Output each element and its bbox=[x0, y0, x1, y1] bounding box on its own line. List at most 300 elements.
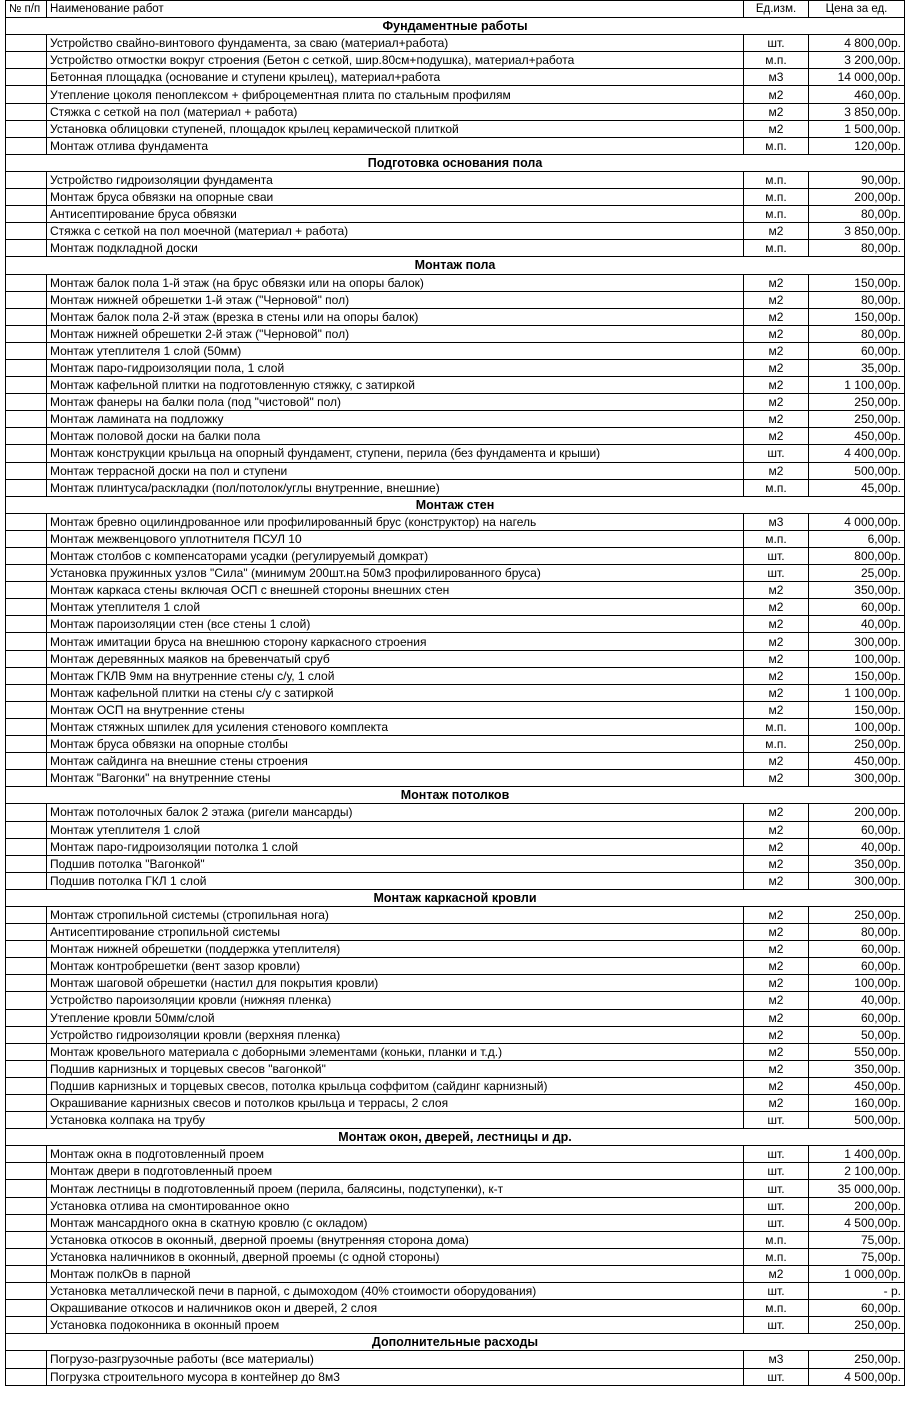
row-number bbox=[6, 35, 47, 52]
work-name: Окрашивание откосов и наличников окон и дверей, 2 слоя bbox=[47, 1300, 744, 1317]
price-cell: 60,00р. bbox=[809, 599, 905, 616]
row-number bbox=[6, 1026, 47, 1043]
price-cell: 800,00р. bbox=[809, 548, 905, 565]
work-name: Устройство отмостки вокруг строения (Бетон с сеткой, шир.80см+подушка), материал+работа bbox=[47, 52, 744, 69]
work-name: Установка откосов в оконный, дверной проемы (внутренняя сторона дома) bbox=[47, 1231, 744, 1248]
row-number bbox=[6, 428, 47, 445]
table-row bbox=[6, 667, 905, 684]
row-number bbox=[6, 1146, 47, 1163]
price-cell: 6,00р. bbox=[809, 530, 905, 547]
table-row bbox=[6, 821, 905, 838]
price-cell: 250,00р. bbox=[809, 1317, 905, 1334]
price-cell: 1 100,00р. bbox=[809, 684, 905, 701]
unit-cell: шт. bbox=[744, 1317, 809, 1334]
work-name: Монтаж паро-гидроизоляции потолка 1 слой bbox=[47, 838, 744, 855]
header-price: Цена за ед. bbox=[809, 1, 905, 18]
work-name: Монтаж балок пола 1-й этаж (на брус обвязки или на опоры балок) bbox=[47, 274, 744, 291]
price-cell: 40,00р. bbox=[809, 992, 905, 1009]
price-table bbox=[5, 0, 905, 1386]
row-number bbox=[6, 1265, 47, 1282]
table-row bbox=[6, 1026, 905, 1043]
work-name: Монтаж сайдинга на внешние стены строения bbox=[47, 753, 744, 770]
price-cell: 80,00р. bbox=[809, 206, 905, 223]
table-row bbox=[6, 445, 905, 462]
table-row bbox=[6, 377, 905, 394]
price-cell: 4 500,00р. bbox=[809, 1368, 905, 1385]
price-cell: 35,00р. bbox=[809, 359, 905, 376]
work-name: Монтаж имитации бруса на внешнюю сторону каркасного строения bbox=[47, 633, 744, 650]
unit-cell: шт. bbox=[744, 1368, 809, 1385]
table-row bbox=[6, 35, 905, 52]
unit-cell: шт. bbox=[744, 1197, 809, 1214]
table-row bbox=[6, 240, 905, 257]
work-name: Монтаж стропильной системы (стропильная нога) bbox=[47, 906, 744, 923]
table-row bbox=[6, 650, 905, 667]
unit-cell: м2 bbox=[744, 120, 809, 137]
table-row bbox=[6, 718, 905, 735]
price-cell: 4 500,00р. bbox=[809, 1214, 905, 1231]
row-number bbox=[6, 1231, 47, 1248]
price-cell: 50,00р. bbox=[809, 1026, 905, 1043]
unit-cell: шт. bbox=[744, 1214, 809, 1231]
section-title: Фундаментные работы bbox=[6, 18, 905, 35]
table-row bbox=[6, 171, 905, 188]
row-number bbox=[6, 513, 47, 530]
work-name: Монтаж лестницы в подготовленный проем (перила, балясины, подступенки), к-т bbox=[47, 1180, 744, 1197]
unit-cell: шт. bbox=[744, 1283, 809, 1300]
price-cell: 550,00р. bbox=[809, 1043, 905, 1060]
table-row bbox=[6, 770, 905, 787]
unit-cell: м2 bbox=[744, 770, 809, 787]
work-name: Монтаж плинтуса/раскладки (пол/потолок/углы внутренние, внешние) bbox=[47, 479, 744, 496]
row-number bbox=[6, 924, 47, 941]
row-number bbox=[6, 1060, 47, 1077]
table-row bbox=[6, 736, 905, 753]
row-number bbox=[6, 69, 47, 86]
table-row bbox=[6, 1146, 905, 1163]
row-number bbox=[6, 684, 47, 701]
price-cell: 60,00р. bbox=[809, 1300, 905, 1317]
unit-cell: м2 bbox=[744, 804, 809, 821]
section-header bbox=[6, 1334, 905, 1351]
row-number bbox=[6, 1112, 47, 1129]
row-number bbox=[6, 872, 47, 889]
row-number bbox=[6, 394, 47, 411]
unit-cell: м.п. bbox=[744, 171, 809, 188]
work-name: Монтаж паро-гидроизоляции пола, 1 слой bbox=[47, 359, 744, 376]
row-number bbox=[6, 701, 47, 718]
unit-cell: шт. bbox=[744, 445, 809, 462]
row-number bbox=[6, 941, 47, 958]
row-number bbox=[6, 548, 47, 565]
price-cell: 300,00р. bbox=[809, 872, 905, 889]
row-number bbox=[6, 667, 47, 684]
unit-cell: м.п. bbox=[744, 1248, 809, 1265]
table-row bbox=[6, 958, 905, 975]
row-number bbox=[6, 855, 47, 872]
work-name: Монтаж подкладной доски bbox=[47, 240, 744, 257]
row-number bbox=[6, 804, 47, 821]
unit-cell: м2 bbox=[744, 667, 809, 684]
work-name: Монтаж шаговой обрешетки (настил для покрытия кровли) bbox=[47, 975, 744, 992]
unit-cell: м2 bbox=[744, 274, 809, 291]
price-cell: 150,00р. bbox=[809, 701, 905, 718]
row-number bbox=[6, 274, 47, 291]
work-name: Установка облицовки ступеней, площадок крылец керамической плиткой bbox=[47, 120, 744, 137]
work-name: Монтаж контробрешетки (вент зазор кровли) bbox=[47, 958, 744, 975]
price-cell: 500,00р. bbox=[809, 1112, 905, 1129]
price-cell: 450,00р. bbox=[809, 428, 905, 445]
price-cell: 4 400,00р. bbox=[809, 445, 905, 462]
unit-cell: м2 bbox=[744, 359, 809, 376]
work-name: Монтаж утеплителя 1 слой (50мм) bbox=[47, 342, 744, 359]
work-name: Стяжка с сеткой на пол (материал + работа) bbox=[47, 103, 744, 120]
unit-cell: шт. bbox=[744, 1180, 809, 1197]
row-number bbox=[6, 582, 47, 599]
row-number bbox=[6, 223, 47, 240]
work-name: Антисептирование стропильной системы bbox=[47, 924, 744, 941]
row-number bbox=[6, 377, 47, 394]
work-name: Монтаж утеплителя 1 слой bbox=[47, 599, 744, 616]
price-cell: 460,00р. bbox=[809, 86, 905, 103]
work-name: Окрашивание карнизных свесов и потолков крыльца и террасы, 2 слоя bbox=[47, 1095, 744, 1112]
work-name: Монтаж нижней обрешетки 1-й этаж ("Черновой" пол) bbox=[47, 291, 744, 308]
unit-cell: м2 bbox=[744, 86, 809, 103]
work-name: Монтаж стяжных шпилек для усиления стенового комплекта bbox=[47, 718, 744, 735]
work-name: Монтаж кафельной плитки на подготовленную стяжку, с затиркой bbox=[47, 377, 744, 394]
row-number bbox=[6, 171, 47, 188]
row-number bbox=[6, 565, 47, 582]
work-name: Устройство свайно-винтового фундамента, за сваю (материал+работа) bbox=[47, 35, 744, 52]
work-name: Подшив карнизных и торцевых свесов "вагонкой" bbox=[47, 1060, 744, 1077]
unit-cell: м2 bbox=[744, 394, 809, 411]
unit-cell: м2 bbox=[744, 855, 809, 872]
unit-cell: м2 bbox=[744, 291, 809, 308]
price-cell: 200,00р. bbox=[809, 189, 905, 206]
unit-cell: шт. bbox=[744, 1163, 809, 1180]
row-number bbox=[6, 599, 47, 616]
table-row bbox=[6, 616, 905, 633]
table-row bbox=[6, 479, 905, 496]
section-title: Монтаж каркасной кровли bbox=[6, 889, 905, 906]
price-cell: 100,00р. bbox=[809, 975, 905, 992]
work-name: Устройство гидроизоляции кровли (верхняя пленка) bbox=[47, 1026, 744, 1043]
price-cell: 4 000,00р. bbox=[809, 513, 905, 530]
price-cell: 3 850,00р. bbox=[809, 223, 905, 240]
work-name: Монтаж балок пола 2-й этаж (врезка в стены или на опоры балок) bbox=[47, 308, 744, 325]
work-name: Монтаж нижней обрешетки 2-й этаж ("Черновой" пол) bbox=[47, 325, 744, 342]
work-name: Бетонная площадка (основание и ступени крылец), материал+работа bbox=[47, 69, 744, 86]
table-row bbox=[6, 975, 905, 992]
price-cell: 300,00р. bbox=[809, 770, 905, 787]
section-title: Монтаж пола bbox=[6, 257, 905, 274]
work-name: Монтаж полкОв в парной bbox=[47, 1265, 744, 1282]
unit-cell: м2 bbox=[744, 377, 809, 394]
price-cell: 3 200,00р. bbox=[809, 52, 905, 69]
work-name: Монтаж ОСП на внутренние стены bbox=[47, 701, 744, 718]
section-title: Монтаж стен bbox=[6, 496, 905, 513]
table-row bbox=[6, 1231, 905, 1248]
price-cell: 350,00р. bbox=[809, 855, 905, 872]
unit-cell: м2 bbox=[744, 1026, 809, 1043]
row-number bbox=[6, 445, 47, 462]
unit-cell: м.п. bbox=[744, 52, 809, 69]
price-cell: 40,00р. bbox=[809, 616, 905, 633]
price-cell: 200,00р. bbox=[809, 1197, 905, 1214]
table-row bbox=[6, 633, 905, 650]
unit-cell: м2 bbox=[744, 701, 809, 718]
price-cell: 4 800,00р. bbox=[809, 35, 905, 52]
price-cell: 80,00р. bbox=[809, 291, 905, 308]
unit-cell: м2 bbox=[744, 103, 809, 120]
section-title: Дополнительные расходы bbox=[6, 1334, 905, 1351]
price-cell: 60,00р. bbox=[809, 342, 905, 359]
table-row bbox=[6, 103, 905, 120]
row-number bbox=[6, 838, 47, 855]
table-row bbox=[6, 924, 905, 941]
price-cell: 250,00р. bbox=[809, 411, 905, 428]
work-name: Установка пружинных узлов "Сила" (минимум 200шт.на 50м3 профилированного бруса) bbox=[47, 565, 744, 582]
table-row bbox=[6, 1351, 905, 1368]
table-row bbox=[6, 1077, 905, 1094]
row-number bbox=[6, 958, 47, 975]
row-number bbox=[6, 479, 47, 496]
table-row bbox=[6, 394, 905, 411]
work-name: Монтаж ГКЛВ 9мм на внутренние стены с/у, 1 слой bbox=[47, 667, 744, 684]
table-row bbox=[6, 565, 905, 582]
row-number bbox=[6, 753, 47, 770]
table-row bbox=[6, 308, 905, 325]
work-name: Монтаж фанеры на балки пола (под "чистовой" пол) bbox=[47, 394, 744, 411]
table-row bbox=[6, 855, 905, 872]
work-name: Утепление цоколя пеноплексом + фиброцементная плита по стальным профилям bbox=[47, 86, 744, 103]
section-header bbox=[6, 1129, 905, 1146]
unit-cell: м.п. bbox=[744, 1231, 809, 1248]
table-row bbox=[6, 941, 905, 958]
work-name: Монтаж потолочных балок 2 этажа (ригели мансарды) bbox=[47, 804, 744, 821]
unit-cell: м2 bbox=[744, 462, 809, 479]
row-number bbox=[6, 1283, 47, 1300]
row-number bbox=[6, 821, 47, 838]
table-row bbox=[6, 206, 905, 223]
work-name: Монтаж каркаса стены включая ОСП с внешней стороны внешних стен bbox=[47, 582, 744, 599]
price-cell: 75,00р. bbox=[809, 1248, 905, 1265]
table-row bbox=[6, 838, 905, 855]
unit-cell: м3 bbox=[744, 513, 809, 530]
work-name: Монтаж кровельного материала с доборными элементами (коньки, планки и т.д.) bbox=[47, 1043, 744, 1060]
table-row bbox=[6, 223, 905, 240]
work-name: Погрузка строительного мусора в контейнер до 8м3 bbox=[47, 1368, 744, 1385]
unit-cell: шт. bbox=[744, 548, 809, 565]
unit-cell: м.п. bbox=[744, 240, 809, 257]
row-number bbox=[6, 1197, 47, 1214]
table-row bbox=[6, 1283, 905, 1300]
unit-cell: шт. bbox=[744, 1112, 809, 1129]
price-cell: 80,00р. bbox=[809, 240, 905, 257]
row-number bbox=[6, 120, 47, 137]
work-name: Устройство гидроизоляции фундамента bbox=[47, 171, 744, 188]
table-row bbox=[6, 684, 905, 701]
price-cell: 14 000,00р. bbox=[809, 69, 905, 86]
work-name: Монтаж террасной доски на пол и ступени bbox=[47, 462, 744, 479]
section-header bbox=[6, 787, 905, 804]
price-cell: 350,00р. bbox=[809, 582, 905, 599]
table-row bbox=[6, 86, 905, 103]
work-name: Монтаж ламината на подложку bbox=[47, 411, 744, 428]
price-cell: 200,00р. bbox=[809, 804, 905, 821]
unit-cell: м2 bbox=[744, 342, 809, 359]
table-row bbox=[6, 1112, 905, 1129]
table-row bbox=[6, 1180, 905, 1197]
unit-cell: м2 bbox=[744, 958, 809, 975]
unit-cell: м2 bbox=[744, 223, 809, 240]
row-number bbox=[6, 1214, 47, 1231]
section-title: Подготовка основания пола bbox=[6, 154, 905, 171]
table-row bbox=[6, 548, 905, 565]
price-cell: 80,00р. bbox=[809, 924, 905, 941]
price-cell: 3 850,00р. bbox=[809, 103, 905, 120]
work-name: Установка подоконника в оконный проем bbox=[47, 1317, 744, 1334]
work-name: Монтаж половой доски на балки пола bbox=[47, 428, 744, 445]
price-cell: 120,00р. bbox=[809, 137, 905, 154]
price-cell: 1 100,00р. bbox=[809, 377, 905, 394]
unit-cell: м2 bbox=[744, 1009, 809, 1026]
price-cell: 80,00р. bbox=[809, 325, 905, 342]
table-row bbox=[6, 342, 905, 359]
row-number bbox=[6, 1077, 47, 1094]
unit-cell: м2 bbox=[744, 872, 809, 889]
work-name: Установка колпака на трубу bbox=[47, 1112, 744, 1129]
price-cell: 100,00р. bbox=[809, 650, 905, 667]
work-name: Установка наличников в оконный, дверной проемы (с одной стороны) bbox=[47, 1248, 744, 1265]
header-unit: Ед.изм. bbox=[744, 1, 809, 18]
section-header bbox=[6, 154, 905, 171]
table-row bbox=[6, 513, 905, 530]
work-name: Монтаж конструкции крыльца на опорный фундамент, ступени, перила (без фундамента и крыши) bbox=[47, 445, 744, 462]
unit-cell: м2 bbox=[744, 975, 809, 992]
work-name: Монтаж межвенцового уплотнителя ПСУЛ 10 bbox=[47, 530, 744, 547]
price-cell: 25,00р. bbox=[809, 565, 905, 582]
row-number bbox=[6, 359, 47, 376]
table-row bbox=[6, 1300, 905, 1317]
unit-cell: м.п. bbox=[744, 189, 809, 206]
row-number bbox=[6, 308, 47, 325]
price-cell: 160,00р. bbox=[809, 1095, 905, 1112]
work-name: Подшив потолка "Вагонкой" bbox=[47, 855, 744, 872]
price-cell: 350,00р. bbox=[809, 1060, 905, 1077]
unit-cell: м2 bbox=[744, 906, 809, 923]
row-number bbox=[6, 1300, 47, 1317]
unit-cell: шт. bbox=[744, 565, 809, 582]
price-cell: 150,00р. bbox=[809, 667, 905, 684]
price-cell: 150,00р. bbox=[809, 308, 905, 325]
table-row bbox=[6, 1043, 905, 1060]
work-name: Погрузо-разгрузочные работы (все материалы) bbox=[47, 1351, 744, 1368]
table-row bbox=[6, 325, 905, 342]
table-row bbox=[6, 906, 905, 923]
unit-cell: м2 bbox=[744, 753, 809, 770]
unit-cell: м2 bbox=[744, 1060, 809, 1077]
row-number bbox=[6, 86, 47, 103]
table-row bbox=[6, 120, 905, 137]
row-number bbox=[6, 1180, 47, 1197]
work-name: Установка металлической печи в парной, с дымоходом (40% стоимости оборудования) bbox=[47, 1283, 744, 1300]
work-name: Монтаж "Вагонки" на внутренние стены bbox=[47, 770, 744, 787]
unit-cell: м2 bbox=[744, 325, 809, 342]
table-row bbox=[6, 599, 905, 616]
work-name: Монтаж нижней обрешетки (поддержка утеплителя) bbox=[47, 941, 744, 958]
work-name: Монтаж столбов с компенсаторами усадки (регулируемый домкрат) bbox=[47, 548, 744, 565]
unit-cell: м.п. bbox=[744, 736, 809, 753]
row-number bbox=[6, 530, 47, 547]
price-cell: 60,00р. bbox=[809, 821, 905, 838]
work-name: Монтаж кафельной плитки на стены с/у с затиркой bbox=[47, 684, 744, 701]
price-cell: 40,00р. bbox=[809, 838, 905, 855]
row-number bbox=[6, 906, 47, 923]
section-header bbox=[6, 889, 905, 906]
price-cell: 60,00р. bbox=[809, 941, 905, 958]
unit-cell: м2 bbox=[744, 1265, 809, 1282]
work-name: Монтаж деревянных маяков на бревенчатый сруб bbox=[47, 650, 744, 667]
table-row bbox=[6, 1317, 905, 1334]
table-row bbox=[6, 1248, 905, 1265]
row-number bbox=[6, 240, 47, 257]
price-cell: 500,00р. bbox=[809, 462, 905, 479]
work-name: Монтаж окна в подготовленный проем bbox=[47, 1146, 744, 1163]
unit-cell: м2 bbox=[744, 684, 809, 701]
table-row bbox=[6, 274, 905, 291]
unit-cell: м2 bbox=[744, 650, 809, 667]
row-number bbox=[6, 1043, 47, 1060]
row-number bbox=[6, 718, 47, 735]
unit-cell: м2 bbox=[744, 582, 809, 599]
price-cell: 450,00р. bbox=[809, 1077, 905, 1094]
price-cell: 100,00р. bbox=[809, 718, 905, 735]
table-row bbox=[6, 1368, 905, 1385]
price-cell: 250,00р. bbox=[809, 1351, 905, 1368]
work-name: Монтаж отлива фундамента bbox=[47, 137, 744, 154]
unit-cell: м.п. bbox=[744, 206, 809, 223]
work-name: Монтаж пароизоляции стен (все стены 1 слой) bbox=[47, 616, 744, 633]
row-number bbox=[6, 52, 47, 69]
table-row bbox=[6, 992, 905, 1009]
work-name: Монтаж бруса обвязки на опорные столбы bbox=[47, 736, 744, 753]
table-row bbox=[6, 1214, 905, 1231]
work-name: Антисептирование бруса обвязки bbox=[47, 206, 744, 223]
row-number bbox=[6, 616, 47, 633]
price-cell: 60,00р. bbox=[809, 1009, 905, 1026]
unit-cell: м2 bbox=[744, 1043, 809, 1060]
work-name: Подшив карнизных и торцевых свесов, потолка крыльца соффитом (сайдинг карнизный) bbox=[47, 1077, 744, 1094]
header-num: № п/п bbox=[6, 1, 47, 18]
row-number bbox=[6, 1351, 47, 1368]
row-number bbox=[6, 325, 47, 342]
table-row bbox=[6, 291, 905, 308]
row-number bbox=[6, 975, 47, 992]
table-row bbox=[6, 137, 905, 154]
section-header bbox=[6, 496, 905, 513]
work-name: Установка отлива на смонтированное окно bbox=[47, 1197, 744, 1214]
work-name: Стяжка с сеткой на пол моечной (материал + работа) bbox=[47, 223, 744, 240]
row-number bbox=[6, 1317, 47, 1334]
row-number bbox=[6, 206, 47, 223]
table-row bbox=[6, 530, 905, 547]
work-name: Монтаж бруса обвязки на опорные сваи bbox=[47, 189, 744, 206]
row-number bbox=[6, 1368, 47, 1385]
row-number bbox=[6, 736, 47, 753]
table-row bbox=[6, 582, 905, 599]
table-row bbox=[6, 428, 905, 445]
